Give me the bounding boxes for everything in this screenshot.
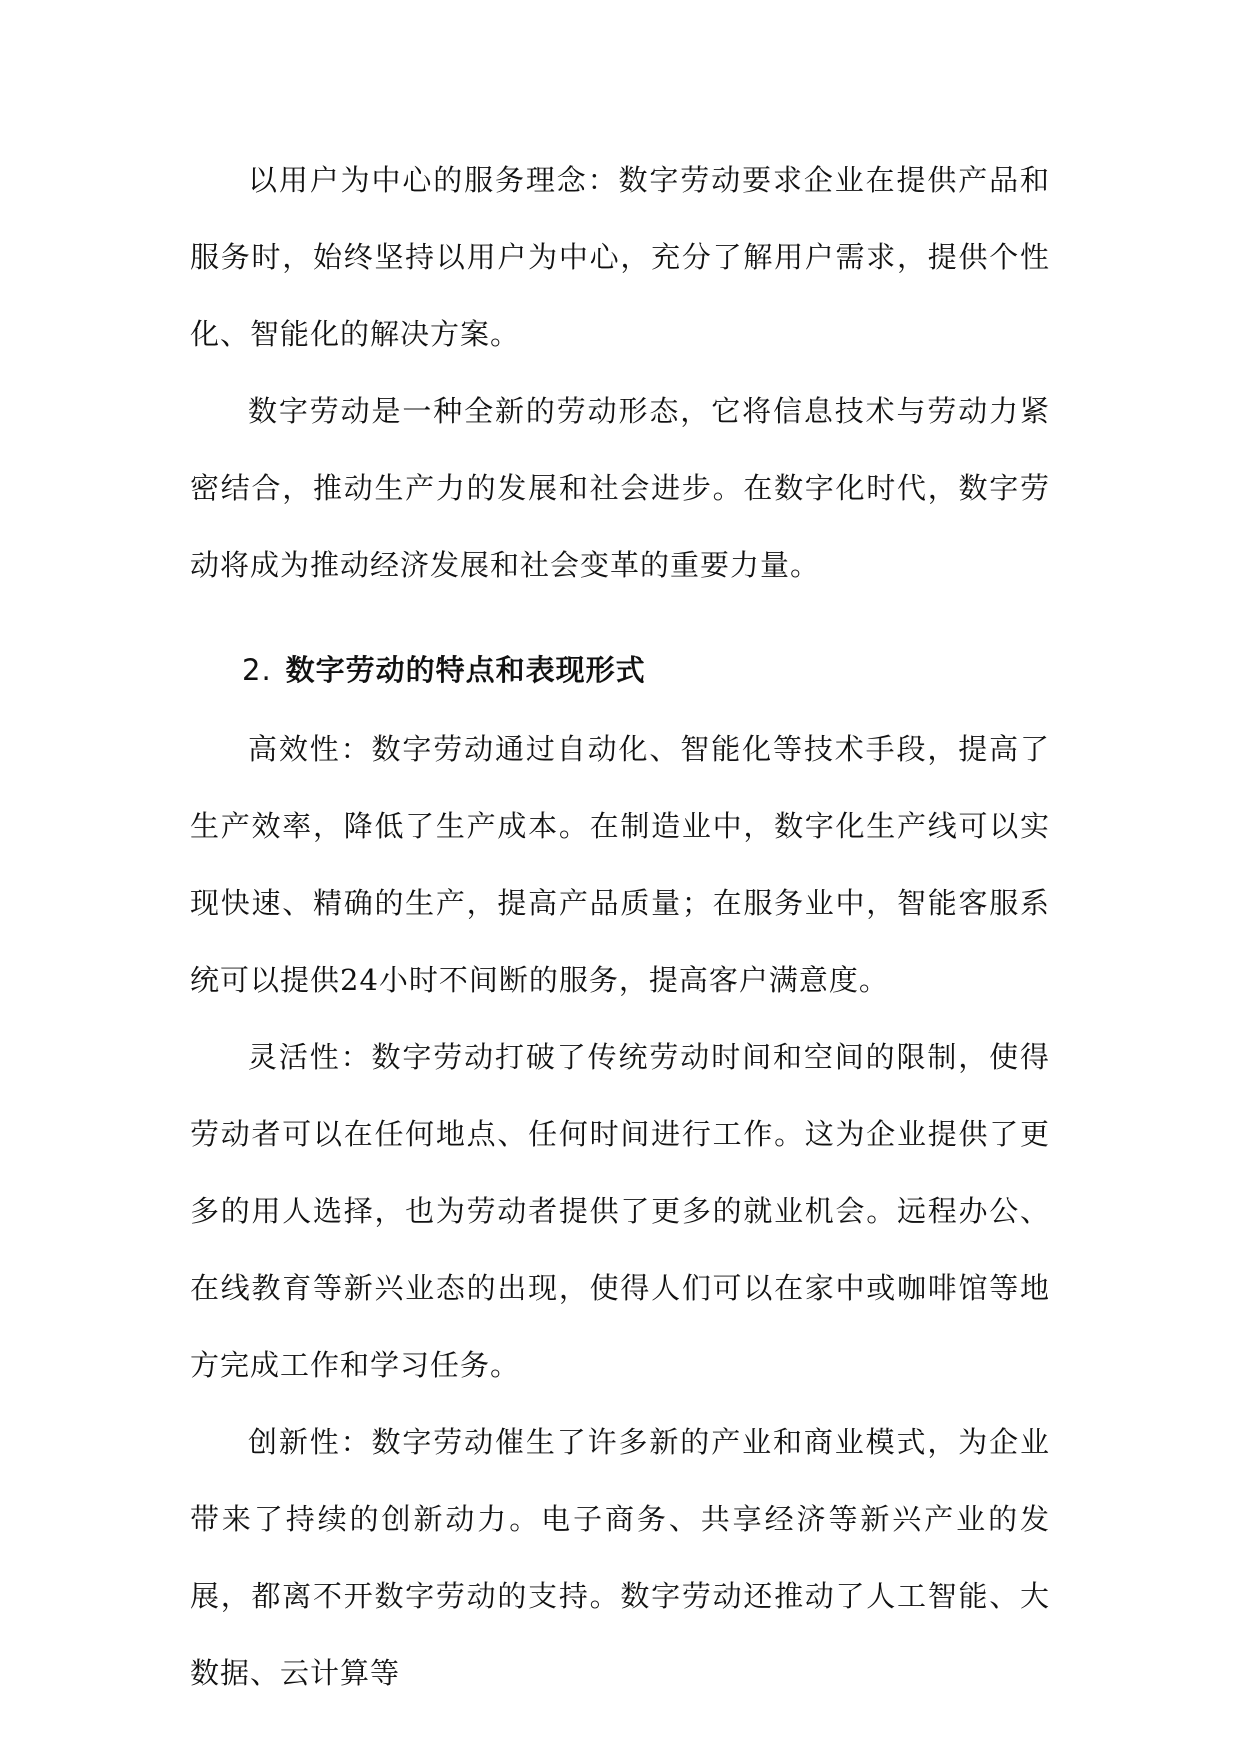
section-number: 2. xyxy=(242,653,272,687)
paragraph-innovation: 创新性：数字劳动催生了许多新的产业和商业模式，为企业带来了持续的创新动力。电子商务、共享经济等新兴产业的发展，都离不开数字劳动的支持。数字劳动还推动了人工智能、大数据、云计算等 xyxy=(190,1425,1050,1690)
document-body xyxy=(190,142,1050,1712)
paragraph-user-centric: 以用户为中心的服务理念：数字劳动要求企业在提供产品和服务时，始终坚持以用户为中心，充分了解用户需求，提供个性化、智能化的解决方案。 xyxy=(190,163,1050,351)
section-heading xyxy=(190,632,1050,709)
paragraph-digital-labor-definition: 数字劳动是一种全新的劳动形态，它将信息技术与劳动力紧密结合，推动生产力的发展和社会进步。在数字化时代，数字劳动将成为推动经济发展和社会变革的重要力量。 xyxy=(190,394,1050,582)
paragraph-flexibility: 灵活性：数字劳动打破了传统劳动时间和空间的限制，使得劳动者可以在任何地点、任何时间进行工作。这为企业提供了更多的用人选择，也为劳动者提供了更多的就业机会。远程办公、在线教育等新兴业态的出现，使得人们可以在家中或咖啡馆等地方完成工作和学习任务。 xyxy=(190,1040,1050,1382)
paragraph-efficiency: 高效性：数字劳动通过自动化、智能化等技术手段，提高了生产效率，降低了生产成本。在制造业中，数字化生产线可以实现快速、精确的生产，提高产品质量；在服务业中，智能客服系统可以提供24小时不间断的服务，提高客户满意度。 xyxy=(190,732,1050,997)
section-title: 数字劳动的特点和表现形式 xyxy=(285,653,646,687)
